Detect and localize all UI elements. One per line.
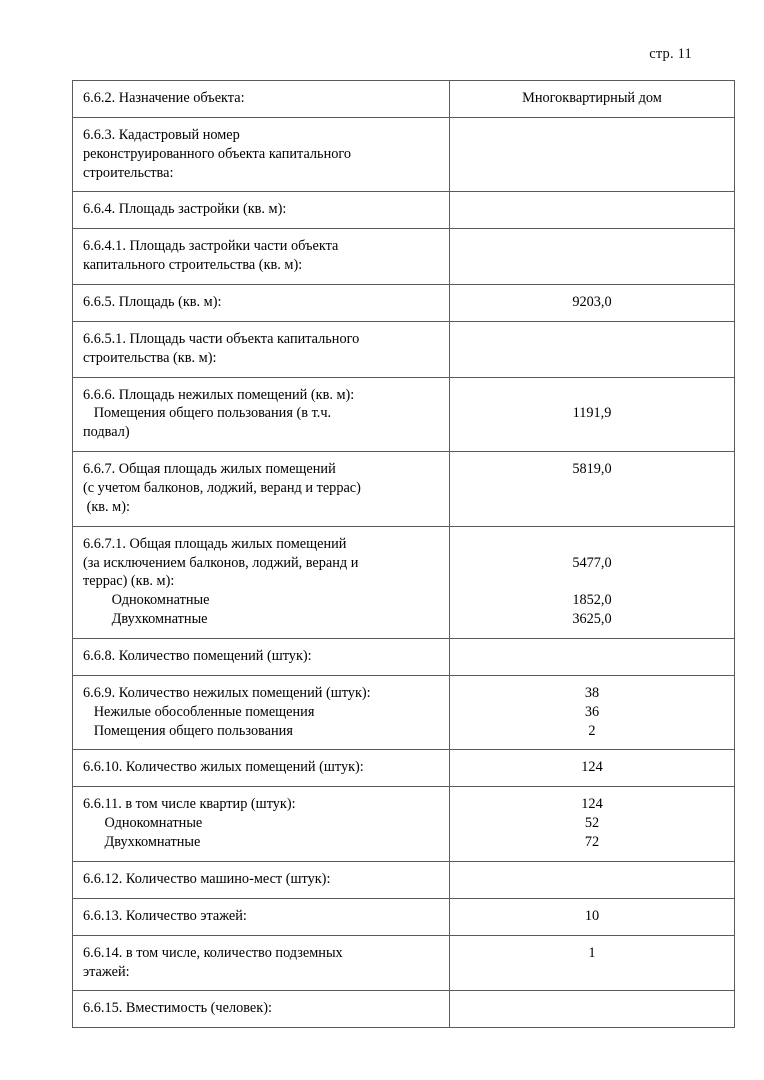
row-value-cell	[450, 787, 735, 862]
label-line: 6.6.7.1. Общая площадь жилых помещений	[83, 535, 347, 552]
row-label-cell	[73, 321, 450, 377]
label-line: Нежилые обособленные помещения	[83, 703, 315, 720]
value-line: 52	[584, 815, 600, 832]
label-line: 6.6.15. Вместимость (человек):	[83, 1000, 272, 1017]
table-row	[73, 787, 735, 862]
value-line: 3625,0	[572, 611, 612, 628]
row-label-cell	[73, 750, 450, 787]
label-line: Однокомнатные	[83, 815, 203, 832]
table-row	[73, 991, 735, 1028]
row-label-cell	[73, 898, 450, 935]
object-parameters-table	[72, 80, 735, 1028]
label-line: 6.6.13. Количество этажей:	[83, 907, 247, 924]
row-label-cell	[73, 639, 450, 676]
table-row	[73, 81, 735, 118]
value-line: 2	[588, 722, 596, 739]
value-line: 124	[581, 759, 603, 776]
row-value-cell	[450, 526, 735, 638]
label-line: 6.6.11. в том числе квартир (штук):	[83, 796, 296, 813]
row-value-cell	[450, 861, 735, 898]
label-line: Двухкомнатные	[83, 834, 201, 851]
row-label-cell	[73, 81, 450, 118]
row-label-cell	[73, 526, 450, 638]
label-line: 6.6.4.1. Площадь застройки части объекта	[83, 238, 339, 255]
row-label-cell	[73, 117, 450, 192]
row-label-cell	[73, 991, 450, 1028]
label-line: 6.6.2. Назначение объекта:	[83, 90, 245, 106]
label-line: террас) (кв. м):	[83, 573, 175, 590]
value-line: Многоквартирный дом	[522, 90, 662, 106]
value-line: 72	[584, 834, 600, 851]
row-label-cell	[73, 229, 450, 285]
value-line: 10	[584, 907, 600, 924]
row-value-cell	[450, 750, 735, 787]
table-row	[73, 192, 735, 229]
table-row	[73, 898, 735, 935]
row-value-cell	[450, 81, 735, 118]
row-value-cell	[450, 675, 735, 750]
table-row	[73, 229, 735, 285]
value-line: 5819,0	[572, 461, 612, 478]
label-line: подвал)	[83, 424, 130, 441]
row-label-cell	[73, 675, 450, 750]
label-line: 6.6.14. в том числе, количество подземных	[83, 944, 343, 961]
label-line: Двухкомнатные	[83, 611, 208, 628]
row-value-cell	[450, 377, 735, 452]
table-row	[73, 935, 735, 991]
label-line: (за исключением балконов, лоджий, веранд и	[83, 554, 359, 571]
row-label-cell	[73, 787, 450, 862]
value-line: 5477,0	[572, 554, 612, 571]
table-row	[73, 675, 735, 750]
table-row	[73, 526, 735, 638]
table-row	[73, 639, 735, 676]
value-line: 124	[581, 796, 603, 813]
table-row	[73, 117, 735, 192]
label-line: Помещения общего пользования	[83, 722, 293, 739]
label-line: 6.6.12. Количество машино-мест (штук):	[83, 870, 331, 887]
row-label-cell	[73, 377, 450, 452]
row-label-cell	[73, 935, 450, 991]
page-number: стр. 11	[649, 46, 692, 62]
label-line: 6.6.7. Общая площадь жилых помещений	[83, 461, 336, 478]
row-value-cell	[450, 991, 735, 1028]
label-line: строительства:	[83, 164, 174, 181]
table-row	[73, 377, 735, 452]
row-value-cell	[450, 321, 735, 377]
label-line: 6.6.3. Кадастровый номер	[83, 126, 240, 143]
label-line: Помещения общего пользования (в т.ч.	[83, 405, 332, 422]
row-value-cell	[450, 229, 735, 285]
label-line: строительства (кв. м):	[83, 349, 217, 366]
row-value-cell	[450, 452, 735, 527]
table-body	[73, 81, 735, 1028]
value-line: 9203,0	[572, 294, 612, 311]
label-line: 6.6.10. Количество жилых помещений (штук):	[83, 759, 364, 776]
table-row	[73, 750, 735, 787]
label-line: капитального строительства (кв. м):	[83, 257, 303, 274]
label-line: реконструированного объекта капитального	[83, 145, 352, 162]
row-label-cell	[73, 285, 450, 322]
value-line: 38	[584, 684, 600, 701]
row-label-cell	[73, 192, 450, 229]
table-row	[73, 321, 735, 377]
value-line: 1191,9	[572, 405, 612, 422]
label-line: (кв. м):	[83, 498, 130, 515]
value-line: 1852,0	[572, 592, 612, 609]
row-value-cell	[450, 898, 735, 935]
label-line: 6.6.9. Количество нежилых помещений (штук):	[83, 684, 371, 701]
row-value-cell	[450, 639, 735, 676]
table-row	[73, 285, 735, 322]
row-label-cell	[73, 861, 450, 898]
label-line: 6.6.6. Площадь нежилых помещений (кв. м):	[83, 386, 355, 403]
label-line: Однокомнатные	[83, 592, 210, 609]
label-line: этажей:	[83, 963, 130, 980]
value-line: 36	[584, 703, 600, 720]
row-value-cell	[450, 935, 735, 991]
label-line: (с учетом балконов, лоджий, веранд и террас)	[83, 480, 361, 497]
row-value-cell	[450, 192, 735, 229]
label-line: 6.6.4. Площадь застройки (кв. м):	[83, 201, 287, 218]
row-value-cell	[450, 117, 735, 192]
table-row	[73, 861, 735, 898]
label-line: 6.6.5. Площадь (кв. м):	[83, 294, 222, 311]
label-line: 6.6.5.1. Площадь части объекта капитального	[83, 330, 360, 347]
value-line: 1	[588, 944, 596, 961]
row-value-cell	[450, 285, 735, 322]
row-label-cell	[73, 452, 450, 527]
table-row	[73, 452, 735, 527]
label-line: 6.6.8. Количество помещений (штук):	[83, 648, 312, 665]
